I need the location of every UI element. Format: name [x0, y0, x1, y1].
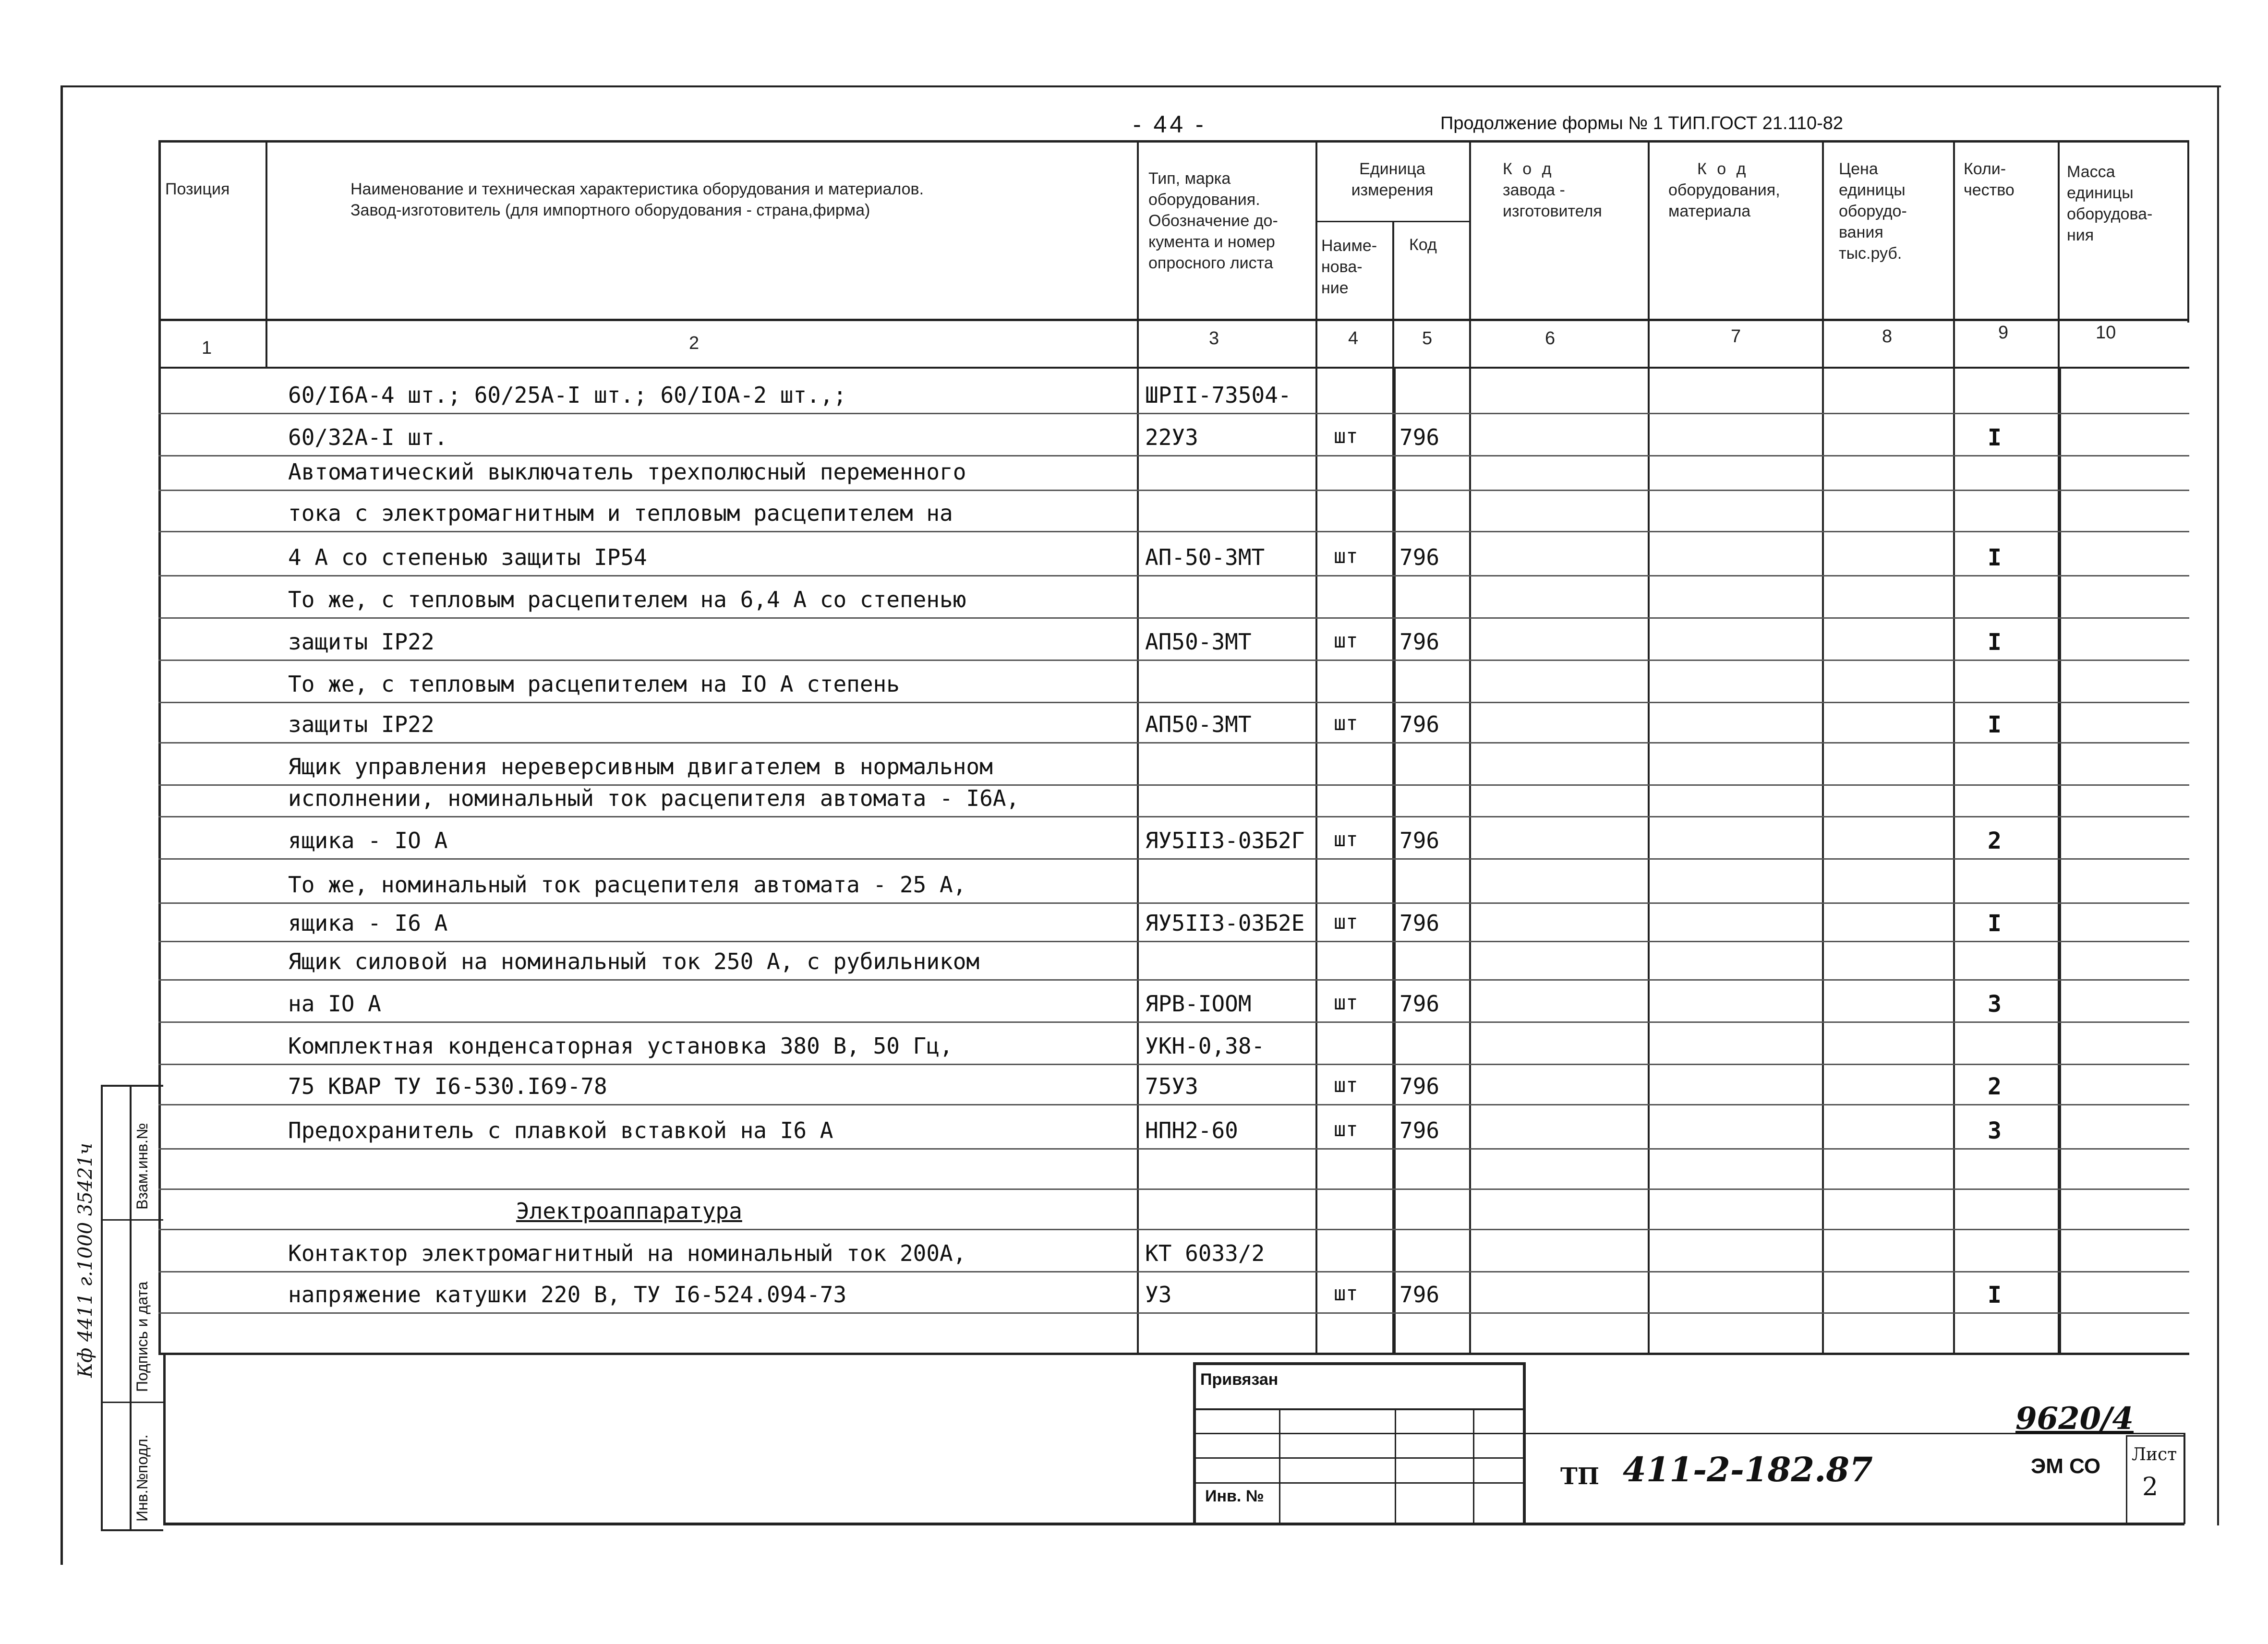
frame-top-border: [60, 85, 2221, 87]
row-separator: [158, 1148, 2189, 1150]
header-col4: Наиме- нова- ние: [1321, 237, 1377, 297]
row-name: Ящик управления нереверсивным двигателем в нормальном: [288, 754, 993, 780]
vline-col7: [1648, 140, 1650, 1355]
row-type: У3: [1145, 1282, 1172, 1308]
colnum-3: 3: [1209, 328, 1219, 348]
sidebar-sep2: [101, 1402, 163, 1403]
row-quantity: 2: [1988, 828, 2002, 854]
row-unit: шт: [1334, 1073, 1358, 1097]
colnum-8: 8: [1882, 326, 1893, 347]
row-type: АП-50-3МТ: [1145, 544, 1265, 570]
table-top-border: [158, 140, 2189, 143]
stamp-box-v2: [1395, 1408, 1396, 1524]
row-type: 75У3: [1145, 1073, 1198, 1099]
row-type: ЯРВ-IOOМ: [1145, 991, 1252, 1017]
row-quantity: I: [1988, 910, 2002, 937]
row-type: НПН2-60: [1145, 1117, 1238, 1143]
row-separator: [158, 1188, 2189, 1190]
row-code: 796: [1399, 1282, 1440, 1308]
colnum-2: 2: [689, 333, 700, 353]
row-unit: шт: [1334, 828, 1358, 851]
row-code: 796: [1399, 910, 1440, 936]
row-separator: [158, 413, 2189, 414]
vline-col9: [1953, 140, 1955, 1355]
form-continuation-label: Продолжение формы № 1 ТИП.ГОСТ 21.110-82: [1440, 113, 1844, 133]
row-separator: [158, 816, 2189, 817]
titleblock-right: [2184, 1433, 2185, 1524]
stamp-box-h3: [1193, 1457, 1524, 1459]
row-unit: шт: [1334, 1117, 1358, 1141]
frame-left-border: [60, 86, 63, 1565]
row-code: 796: [1399, 991, 1440, 1017]
vline-table-right: [2187, 140, 2189, 323]
stamp-box-top: [1193, 1362, 1524, 1365]
row-unit: шт: [1334, 711, 1358, 735]
header-col10: Масса единицы оборудова- ния: [2067, 163, 2153, 244]
row-code: 796: [1399, 1073, 1440, 1099]
header-col2-line1: Наименование и техническая характеристика оборудования и материалов.: [350, 180, 924, 198]
row-quantity: 3: [1988, 1117, 2002, 1144]
row-code: 796: [1399, 424, 1440, 450]
row-separator: [158, 1021, 2189, 1023]
sheet-number: 2: [2142, 1473, 2159, 1501]
side-podpis-label: Подпись и дата: [133, 1281, 151, 1392]
row-name: Электроаппаратура: [516, 1198, 742, 1224]
stamp-box-left: [1193, 1362, 1196, 1525]
side-inv-podl-label: Инв.№подл.: [133, 1434, 151, 1522]
titleblock-left: [163, 1353, 166, 1525]
frame-right-border: [2217, 85, 2219, 1525]
row-separator: [158, 941, 2189, 942]
row-code: 796: [1399, 629, 1440, 655]
header-col1: Позиция: [165, 180, 230, 198]
row-name: Контактор электромагнитный на номинальный ток 200А,: [288, 1240, 966, 1266]
header-bottom-border: [158, 319, 2189, 321]
sheet-label: Лист: [2132, 1445, 2177, 1464]
row-name: То же, номинальный ток расцепителя автомата - 25 А,: [288, 872, 966, 898]
colnum-10: 10: [2096, 323, 2116, 343]
stamp-box-h1: [1193, 1408, 1524, 1410]
row-type: ШРII-73504-: [1145, 382, 1291, 408]
row-separator: [158, 858, 2189, 860]
section-code: ЭМ СО: [2031, 1454, 2101, 1478]
row-type: АП50-3МТ: [1145, 711, 1252, 737]
row-quantity: I: [1988, 1282, 2002, 1308]
header-col5: Код: [1409, 236, 1437, 254]
header-col2-line2: Завод-изготовитель (для импортного оборудования - страна,фирма): [350, 201, 870, 219]
row-code: 796: [1399, 544, 1440, 570]
colnum-4: 4: [1348, 328, 1359, 348]
stamp-box-right: [1523, 1362, 1526, 1525]
row-separator: [158, 490, 2189, 491]
row-name: 60/32А-I шт.: [288, 424, 448, 450]
vline-col4: [1315, 140, 1317, 1355]
row-quantity: I: [1988, 629, 2002, 656]
vline-col8: [1822, 140, 1824, 1355]
row-separator: [158, 455, 2189, 456]
header-col3: Тип, марка оборудования. Обозначение до- кумента и номер опросного листа: [1148, 169, 1278, 272]
vline-col2: [265, 140, 267, 369]
row-separator: [158, 902, 2189, 904]
doc-code: 411-2-182.87: [1623, 1450, 1873, 1489]
row-separator: [158, 979, 2189, 981]
row-name: защиты IP22: [288, 629, 434, 655]
header-col7: К о д оборудования, материала: [1668, 160, 1780, 220]
row-quantity: 3: [1988, 991, 2002, 1018]
archive-number: 9620/4: [2015, 1401, 2134, 1437]
row-unit: шт: [1334, 629, 1358, 652]
row-name: Автоматический выключатель трехполюсный переменного: [288, 459, 966, 485]
row-name: исполнении, номинальный ток расцепителя автомата - I6A,: [288, 785, 1020, 811]
colnum-5: 5: [1422, 328, 1433, 348]
row-name: 60/I6A-4 шт.; 60/25А-I шт.; 60/IOA-2 шт.,;: [288, 382, 847, 408]
row-unit: шт: [1334, 424, 1358, 448]
row-quantity: I: [1988, 424, 2002, 451]
colnum-1: 1: [202, 338, 212, 358]
row-separator: [158, 1104, 2189, 1105]
row-separator: [158, 742, 2189, 744]
row-name: 4 А со степенью защиты IP54: [288, 544, 647, 570]
row-type: КТ 6033/2: [1145, 1240, 1265, 1266]
row-type: ЯУ5II3-03Б2Г: [1145, 828, 1305, 853]
side-vzam-label: Взам.инв.№: [133, 1123, 151, 1210]
row-type: 22У3: [1145, 424, 1198, 450]
row-name: Комплектная конденсаторная установка 380 В, 50 Гц,: [288, 1033, 953, 1059]
row-quantity: I: [1988, 711, 2002, 738]
row-name: тока с электромагнитным и тепловым расцепителем на: [288, 500, 953, 526]
row-name: Предохранитель с плавкой вставкой на I6 А: [288, 1117, 833, 1143]
header-col6: К о д завода - изготовителя: [1503, 160, 1602, 220]
titleblock-bottom: [163, 1523, 2184, 1525]
row-separator: [158, 531, 2189, 532]
row-name: защиты IP22: [288, 711, 434, 737]
row-separator: [158, 575, 2189, 576]
stamp-box-v3: [1473, 1408, 1474, 1524]
sidebar-bottom: [101, 1529, 163, 1531]
row-type: ЯУ5II3-03Б2Е: [1145, 910, 1305, 936]
doc-code-prefix: ТП: [1560, 1463, 1600, 1490]
colnum-6: 6: [1545, 328, 1556, 348]
row-name: Ящик силовой на номинальный ток 250 А, с рубильником: [288, 948, 980, 974]
sheet-box-left: [2126, 1435, 2127, 1524]
sheet-box-top: [2126, 1435, 2184, 1437]
row-name: 75 КВАР ТУ I6-530.I69-78: [288, 1073, 607, 1099]
row-type: УКН-0,38-: [1145, 1033, 1265, 1059]
row-name: ящика - I6 А: [288, 910, 448, 936]
row-code: 796: [1399, 711, 1440, 737]
row-name: на IO А: [288, 991, 381, 1017]
vline-table-left: [158, 140, 161, 1355]
side-handwritten-note: Кф 4411 г.1000 35421ч: [74, 1142, 97, 1378]
vline-col3: [1137, 140, 1139, 1355]
row-name: ящика - IO А: [288, 828, 448, 853]
row-code: 796: [1399, 1117, 1440, 1143]
header-col9: Коли- чество: [1964, 160, 2015, 199]
row-unit: шт: [1334, 544, 1358, 568]
numbers-bottom-border: [158, 367, 2189, 369]
header-unit: Единица измерения: [1351, 160, 1434, 199]
row-code: 796: [1399, 828, 1440, 853]
colnum-7: 7: [1731, 326, 1741, 347]
row-type: АП50-3МТ: [1145, 629, 1252, 655]
stamp-bound-label: Привязан: [1200, 1370, 1279, 1389]
colnum-9: 9: [1998, 323, 2009, 343]
sidebar-inner: [130, 1085, 132, 1531]
row-separator: [158, 1271, 2189, 1272]
sidebar-outer-left: [101, 1085, 103, 1531]
stamp-box-v1: [1279, 1408, 1280, 1524]
header-col8: Цена единицы оборудо- вания тыс.руб.: [1839, 160, 1907, 263]
row-separator: [158, 1064, 2189, 1065]
row-separator: [158, 1229, 2189, 1230]
sidebar-top: [101, 1085, 163, 1087]
row-separator: [158, 660, 2189, 661]
sidebar-sep1: [101, 1219, 163, 1221]
row-separator: [158, 1312, 2189, 1314]
row-unit: шт: [1334, 1282, 1358, 1305]
row-quantity: 2: [1988, 1073, 2002, 1100]
row-name: напряжение катушки 220 В, ТУ I6-524.094-73: [288, 1282, 847, 1308]
stamp-inv-label: Инв. №: [1205, 1487, 1264, 1505]
row-name: То же, с тепловым расцепителем на 6,4 А со степенью: [288, 587, 966, 612]
row-name: То же, с тепловым расцепителем на IO А степень: [288, 671, 900, 697]
stamp-box-h4: [1193, 1482, 1524, 1484]
row-unit: шт: [1334, 991, 1358, 1014]
vline-col6: [1469, 140, 1471, 1355]
titleblock-top: [168, 1353, 2184, 1355]
vline-col5-body-thick: [1392, 369, 1396, 1355]
row-separator: [158, 617, 2189, 619]
page-number: - 44 -: [1133, 111, 1206, 138]
row-unit: шт: [1334, 910, 1358, 934]
row-quantity: I: [1988, 544, 2002, 571]
vline-col10-body-thick: [2058, 369, 2061, 1355]
row-separator: [158, 702, 2189, 703]
